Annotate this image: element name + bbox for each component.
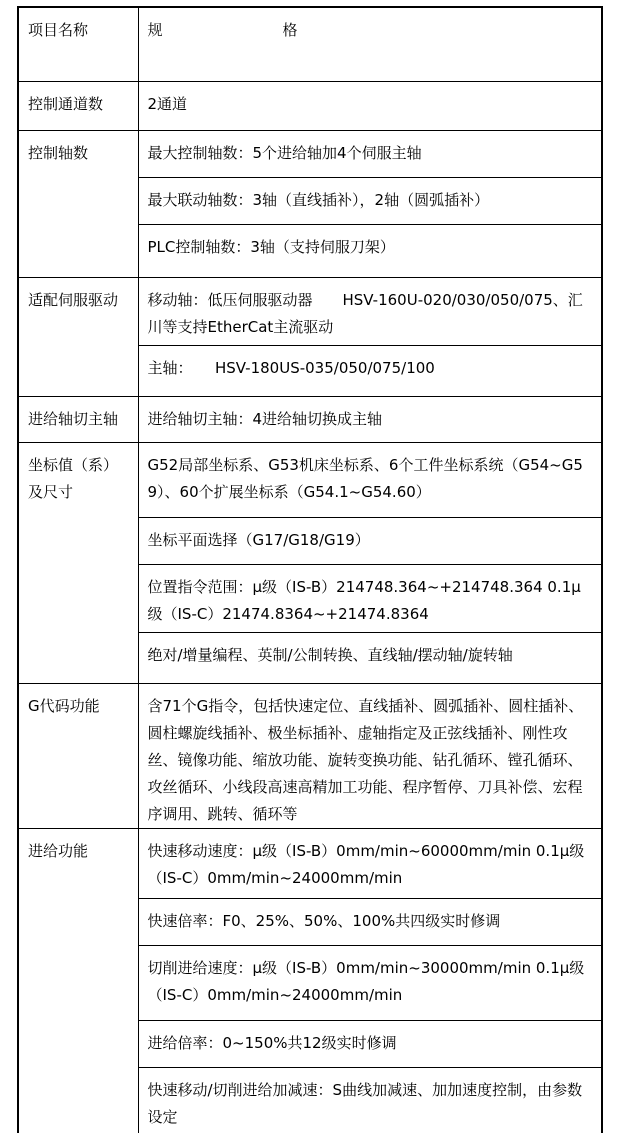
spec-cell: PLC控制轴数：3轴（支持伺服刀架） (138, 225, 602, 278)
spec-cell: 进给轴切主轴：4进给轴切换成主轴 (138, 397, 602, 443)
spec-cell: 快速移动速度：μ级（IS-B）0mm/min~60000mm/min 0.1μ级（IS-C）0mm/min~24000mm/min (138, 829, 602, 899)
header-item-name: 项目名称 (18, 7, 138, 82)
section-label-feed-function: 进给功能 (18, 829, 138, 1133)
table-row (18, 82, 602, 131)
spec-cell: 移动轴：低压伺服驱动器 HSV-160U-020/030/050/075、汇川等支持EtherCat主流驱动 (138, 278, 602, 346)
section-label-control-axes: 控制轴数 (18, 131, 138, 278)
section-label-gcode: G代码功能 (18, 684, 138, 829)
spec-cell: 位置指令范围：μ级（IS-B）214748.364~+214748.364 0.1μ级（IS-C）21474.8364~+21474.8364 (138, 565, 602, 633)
spec-cell: 2通道 (138, 82, 602, 131)
header-spec: 规 格 (138, 7, 602, 82)
spec-cell: 最大控制轴数：5个进给轴加4个伺服主轴 (138, 131, 602, 178)
section-label-feed-to-spindle: 进给轴切主轴 (18, 397, 138, 443)
table-row (18, 829, 602, 899)
table-row (18, 684, 602, 829)
section-label-servo-drive: 适配伺服驱动 (18, 278, 138, 397)
spec-cell: 进给倍率：0~150%共12级实时修调 (138, 1021, 602, 1068)
section-label-coordinates: 坐标值（系）及尺寸 (18, 443, 138, 684)
spec-cell: G52局部坐标系、G53机床坐标系、6个工件坐标系统（G54~G59）、60个扩展坐标系（G54.1~G54.60） (138, 443, 602, 518)
spec-cell: 绝对/增量编程、英制/公制转换、直线轴/摆动轴/旋转轴 (138, 633, 602, 684)
spec-cell: 快速倍率：F0、25%、50%、100%共四级实时修调 (138, 899, 602, 946)
spec-cell: 主轴： HSV-180US-035/050/075/100 (138, 346, 602, 397)
table-header-row (18, 7, 602, 82)
table-row (18, 397, 602, 443)
spec-cell: 切削进给速度：μ级（IS-B）0mm/min~30000mm/min 0.1μ级（IS-C）0mm/min~24000mm/min (138, 946, 602, 1021)
spec-cell: 含71个G指令，包括快速定位、直线插补、圆弧插补、圆柱插补、圆柱螺旋线插补、极坐标插补、虚轴指定及正弦线插补、刚性攻丝、镜像功能、缩放功能、旋转变换功能、钻孔循环、镗孔循环、攻丝循环、小线段高速高精加工功能、程序暂停、刀具补偿、宏程序调用、跳转、循环等 (138, 684, 602, 829)
spec-cell: 坐标平面选择（G17/G18/G19） (138, 518, 602, 565)
spec-table (17, 6, 603, 1133)
table-row (18, 443, 602, 518)
table-row (18, 278, 602, 346)
spec-cell: 快速移动/切削进给加减速：S曲线加减速、加加速度控制，由参数设定 (138, 1068, 602, 1133)
table-row (18, 131, 602, 178)
spec-cell: 最大联动轴数：3轴（直线插补），2轴（圆弧插补） (138, 178, 602, 225)
section-label-channels: 控制通道数 (18, 82, 138, 131)
